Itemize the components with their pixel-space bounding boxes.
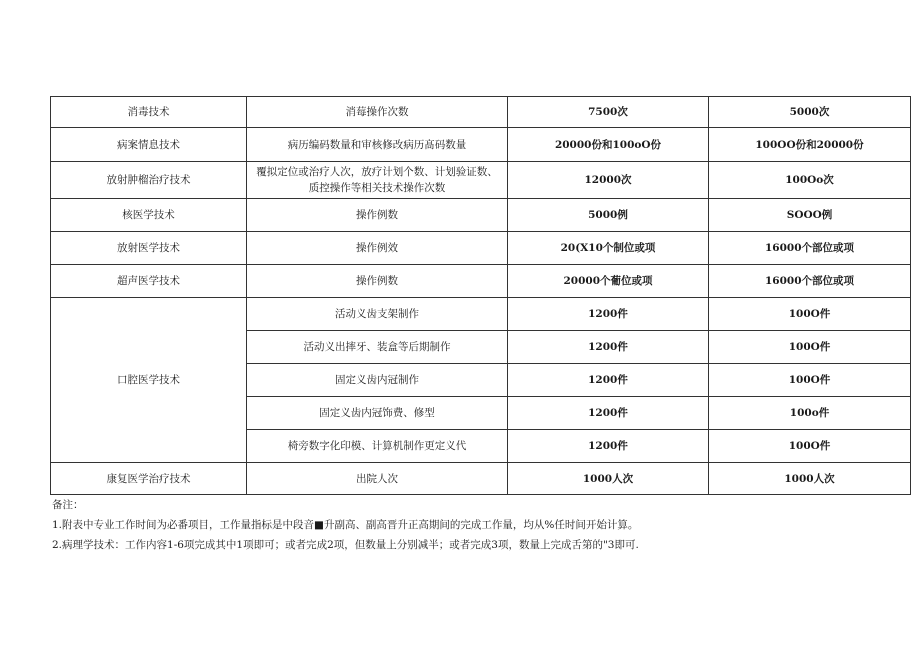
- value-cell: 100O件: [709, 430, 911, 463]
- value-cell: 20(X10个制位或项: [508, 232, 709, 265]
- value-cell: 100O件: [709, 298, 911, 331]
- indicator-cell: 消莓操作次数: [247, 97, 508, 128]
- tech-cell: 口腔医学技术: [51, 298, 247, 463]
- tech-cell: 放射医学技术: [51, 232, 247, 265]
- value-cell: 12000次: [508, 162, 709, 199]
- tech-cell: 康复医学治疗技术: [51, 463, 247, 495]
- value-cell: 20000份和100oO份: [508, 128, 709, 162]
- table-row: [51, 199, 911, 232]
- indicator-cell: 活动义齿支架制作: [247, 298, 508, 331]
- indicator-cell: 活动义出摔牙、装盒等后期制作: [247, 331, 508, 364]
- value-cell: 100O件: [709, 364, 911, 397]
- indicator-cell: 操作例数: [247, 265, 508, 298]
- value-cell: 1200件: [508, 331, 709, 364]
- value-cell: 20000个葡位或项: [508, 265, 709, 298]
- table-row: [51, 298, 911, 331]
- workload-table: [50, 96, 911, 495]
- tech-cell: 放射肿榴治疗技术: [51, 162, 247, 199]
- notes-section: [52, 495, 882, 555]
- table-row: [51, 265, 911, 298]
- value-cell: 16000个部位或项: [709, 232, 911, 265]
- table-row: [51, 463, 911, 495]
- value-cell: 1000人次: [508, 463, 709, 495]
- indicator-cell: 固定义齿内冠制作: [247, 364, 508, 397]
- note-line-2: 2.病理学技术：工作内容1-6项完成其中1项即可；或者完成2项，但数量上分别减半；或者完成3项，数量上完成舌第的"3即可.: [52, 539, 639, 551]
- tech-cell: 核医学技术: [51, 199, 247, 232]
- note-line-1: 1.附表中专业工作时间为必番项目，工作量指标是中段音■升副高、副高晋升正高期间的完成工作量，均从%任时间开始计算。: [52, 519, 639, 531]
- value-cell: 1200件: [508, 298, 709, 331]
- value-cell: 100o件: [709, 397, 911, 430]
- indicator-cell: 操作例数: [247, 199, 508, 232]
- value-cell: 1200件: [508, 397, 709, 430]
- table-row: [51, 162, 911, 199]
- tech-cell: 超声医学技术: [51, 265, 247, 298]
- tech-cell: 病案情息技术: [51, 128, 247, 162]
- value-cell: 5000例: [508, 199, 709, 232]
- tech-cell: 消毒技术: [51, 97, 247, 128]
- value-cell: 100OO份和20000份: [709, 128, 911, 162]
- value-cell: 7500次: [508, 97, 709, 128]
- value-cell: 16000个部位或项: [709, 265, 911, 298]
- table-row: [51, 128, 911, 162]
- indicator-cell: 椅旁数字化印模、计算机制作更定义代: [247, 430, 508, 463]
- indicator-cell: 出院人次: [247, 463, 508, 495]
- value-cell: 100O件: [709, 331, 911, 364]
- value-cell: SOOO例: [709, 199, 911, 232]
- value-cell: 1000人次: [709, 463, 911, 495]
- value-cell: 1200件: [508, 430, 709, 463]
- value-cell: 1200件: [508, 364, 709, 397]
- table-row: [51, 232, 911, 265]
- indicator-cell: 病历编码数量和审核修改病历髙码数量: [247, 128, 508, 162]
- indicator-cell: 固定义齿内冠饰费、修型: [247, 397, 508, 430]
- value-cell: 100Oo次: [709, 162, 911, 199]
- value-cell: 5000次: [709, 97, 911, 128]
- indicator-cell: 操作例效: [247, 232, 508, 265]
- notes-heading: 备注：: [52, 499, 84, 511]
- indicator-cell: 覆拟定位或治疗人次，放疗计划个数、计划验证数、质控操作等相关技术操作次数: [247, 162, 508, 199]
- table-row: [51, 97, 911, 128]
